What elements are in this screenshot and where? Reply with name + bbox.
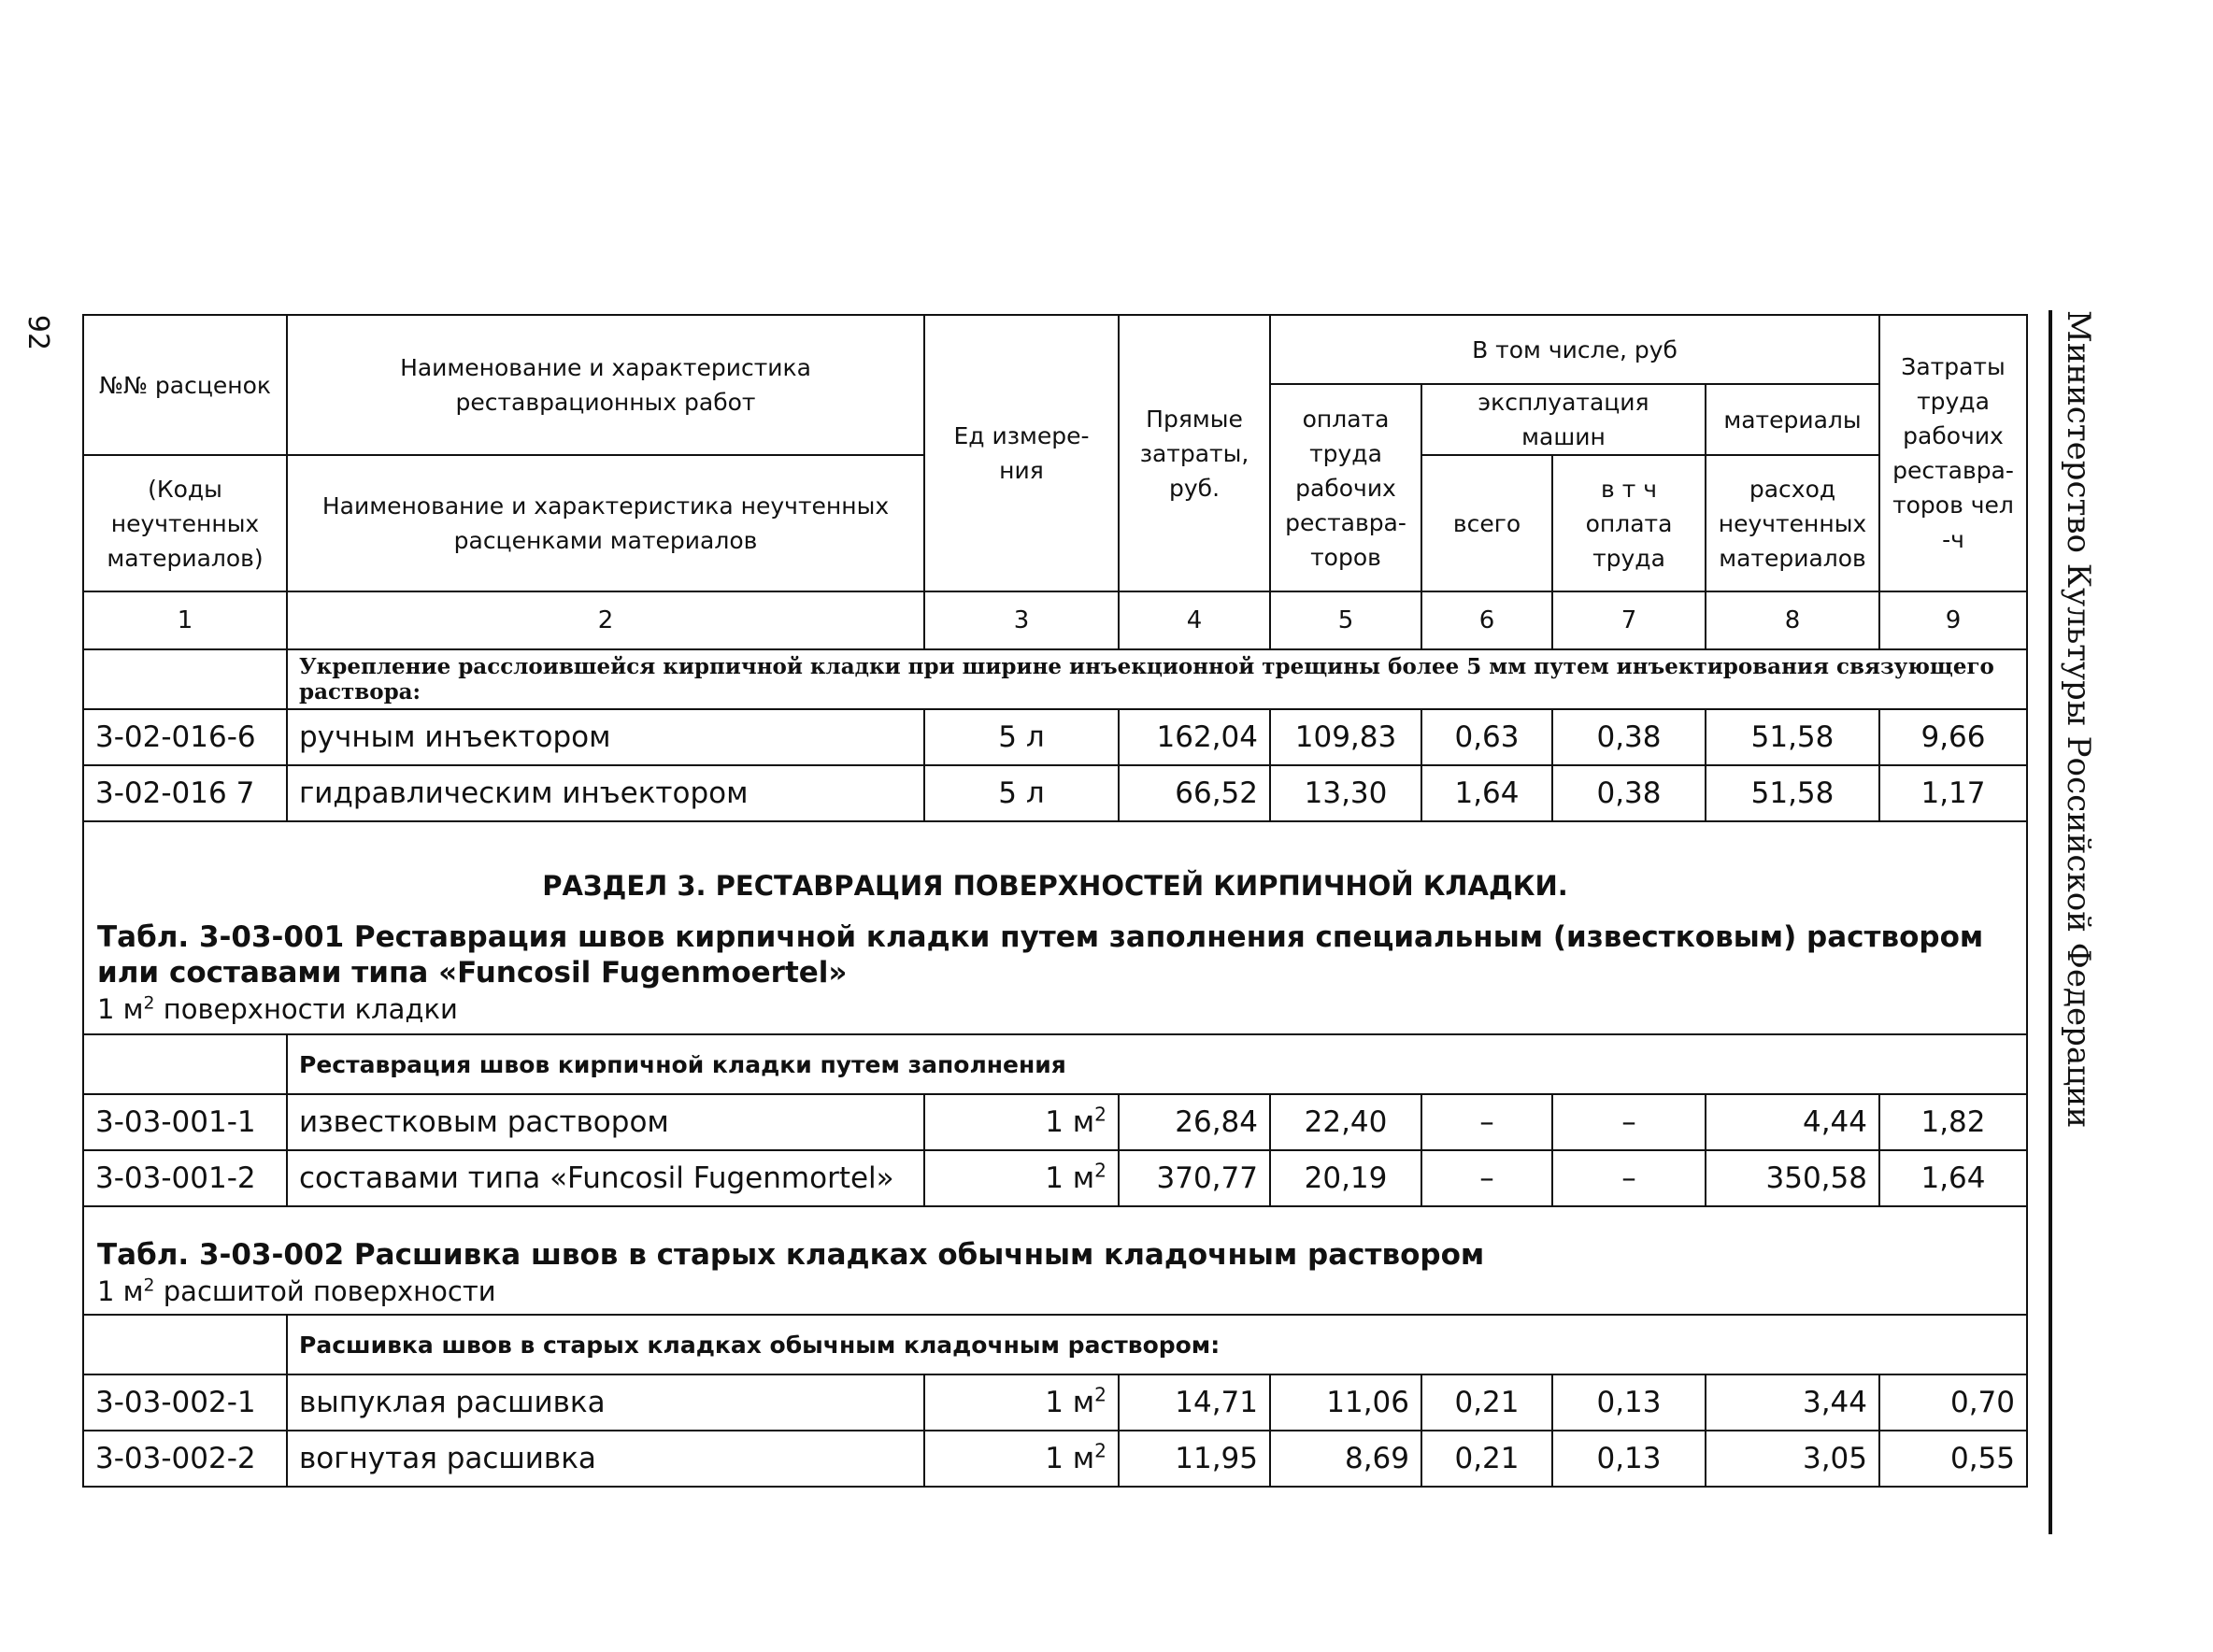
row-mach-total: 0,21 xyxy=(1421,1374,1552,1431)
row-name: гидравлическим инъектором xyxy=(287,765,924,821)
header-labor-hours: Затраты труда рабочих реставра-торов чел -ч xyxy=(1879,315,2027,591)
row-code: 3-02-016-6 xyxy=(83,709,287,765)
table-row xyxy=(83,1094,2027,1150)
row-mach-total: – xyxy=(1421,1150,1552,1206)
row-mach-labor: 0,38 xyxy=(1552,709,1706,765)
header-direct-costs: Прямые затраты, руб. xyxy=(1119,315,1270,591)
table-row xyxy=(83,709,2027,765)
header-row-1 xyxy=(83,315,2027,384)
column-number: 4 xyxy=(1119,591,1270,649)
row-mach-labor: – xyxy=(1552,1150,1706,1206)
row-direct: 26,84 xyxy=(1119,1094,1270,1150)
header-including: В том числе, руб xyxy=(1270,315,1879,384)
group-code-cell xyxy=(83,1034,287,1094)
table-row xyxy=(83,1374,2027,1431)
header-machines: эксплуатация машин xyxy=(1421,384,1706,455)
header-labor-pay: оплата труда рабочих реставра-торов xyxy=(1270,384,1421,591)
section-heading-row xyxy=(83,821,2027,1034)
column-number: 8 xyxy=(1706,591,1879,649)
row-name: составами типа «Funcosil Fugenmortel» xyxy=(287,1150,924,1206)
column-number: 5 xyxy=(1270,591,1421,649)
row-direct: 14,71 xyxy=(1119,1374,1270,1431)
row-unit: 1 $м^2$ xyxy=(924,1431,1119,1487)
row-labor: 8,69 xyxy=(1270,1431,1421,1487)
row-code: 3-03-001-1 xyxy=(83,1094,287,1150)
row-hours: 1,17 xyxy=(1879,765,2027,821)
row-name: выпуклая расшивка xyxy=(287,1374,924,1431)
column-number: 7 xyxy=(1552,591,1706,649)
row-labor: 22,40 xyxy=(1270,1094,1421,1150)
header-codes: №№ расценок xyxy=(83,315,287,455)
running-header xyxy=(2047,310,2103,1129)
row-name: вогнутая расшивка xyxy=(287,1431,924,1487)
page-number: 92 xyxy=(21,314,54,351)
row-direct: 11,95 xyxy=(1119,1431,1270,1487)
table-row xyxy=(83,1150,2027,1206)
row-code: 3-02-016 7 xyxy=(83,765,287,821)
row-hours: 0,55 xyxy=(1879,1431,2027,1487)
row-materials: 4,44 xyxy=(1706,1094,1879,1150)
column-numbers-row xyxy=(83,591,2027,649)
header-unit: Ед измере-ния xyxy=(924,315,1119,591)
running-header-text: Министерство Культуры Российской Федерации xyxy=(2060,310,2097,1129)
group-row xyxy=(83,1315,2027,1374)
row-unit: 5 л xyxy=(924,765,1119,821)
row-hours: 1,82 xyxy=(1879,1094,2027,1150)
rates-table xyxy=(82,314,2028,1488)
row-mach-total: – xyxy=(1421,1094,1552,1150)
row-mach-labor: – xyxy=(1552,1094,1706,1150)
header-work-name: Наименование и характеристика реставрационных работ xyxy=(287,315,924,455)
group-row xyxy=(83,1034,2027,1094)
row-hours: 9,66 xyxy=(1879,709,2027,765)
row-direct: 370,77 xyxy=(1119,1150,1270,1206)
column-number: 3 xyxy=(924,591,1119,649)
group-title: Укрепление расслоившейся кирпичной кладки при ширине инъекционной трещины более 5 мм путем инъектирования связующего раствора: xyxy=(287,649,2027,709)
column-number: 9 xyxy=(1879,591,2027,649)
section-heading xyxy=(83,821,2027,1034)
group-code-cell xyxy=(83,649,287,709)
column-number: 1 xyxy=(83,591,287,649)
row-materials: 51,58 xyxy=(1706,765,1879,821)
group-code-cell xyxy=(83,1315,287,1374)
row-labor: 20,19 xyxy=(1270,1150,1421,1206)
row-materials: 3,44 xyxy=(1706,1374,1879,1431)
row-materials: 3,05 xyxy=(1706,1431,1879,1487)
row-code: 3-03-002-2 xyxy=(83,1431,287,1487)
header-material-name: Наименование и характеристика неучтенных расценками материалов xyxy=(287,455,924,591)
group-row xyxy=(83,649,2027,709)
column-number: 6 xyxy=(1421,591,1552,649)
group-title: Расшивка швов в старых кладках обычным кладочным раствором: xyxy=(287,1315,2027,1374)
row-labor: 109,83 xyxy=(1270,709,1421,765)
row-unit: 1 $м^2$ xyxy=(924,1150,1119,1206)
row-mach-total: 0,63 xyxy=(1421,709,1552,765)
table2-heading-row xyxy=(83,1206,2027,1315)
header-machines-total: всего xyxy=(1421,455,1552,591)
column-number: 2 xyxy=(287,591,924,649)
table-unit: 1 $м^2$ поверхности кладки xyxy=(97,993,458,1025)
table2-heading xyxy=(83,1206,2027,1315)
row-mach-labor: 0,13 xyxy=(1552,1374,1706,1431)
group-title: Реставрация швов кирпичной кладки путем заполнения xyxy=(287,1034,2027,1094)
header-machines-labor: в т ч оплата труда xyxy=(1552,455,1706,591)
row-mach-labor: 0,38 xyxy=(1552,765,1706,821)
table2-unit: 1 $м^2$ расшитой поверхности xyxy=(97,1275,496,1307)
row-labor: 13,30 xyxy=(1270,765,1421,821)
table-row xyxy=(83,765,2027,821)
header-unaccounted-materials: расход неучтенных материалов xyxy=(1706,455,1879,591)
table-title: Табл. 3-03-001 Реставрация швов кирпичной кладки путем заполнения специальным (известковым) раствором или составами типа «Funcosil Fugenmoertel» xyxy=(97,920,1984,990)
row-code: 3-03-001-2 xyxy=(83,1150,287,1206)
row-direct: 162,04 xyxy=(1119,709,1270,765)
row-hours: 0,70 xyxy=(1879,1374,2027,1431)
row-name: известковым раствором xyxy=(287,1094,924,1150)
section-title: РАЗДЕЛ 3. РЕСТАВРАЦИЯ ПОВЕРХНОСТЕЙ КИРПИЧНОЙ КЛАДКИ. xyxy=(542,870,1568,902)
header-materials: материалы xyxy=(1706,384,1879,455)
row-direct: 66,52 xyxy=(1119,765,1270,821)
row-unit: 1 $м^2$ xyxy=(924,1374,1119,1431)
row-name: ручным инъектором xyxy=(287,709,924,765)
row-materials: 350,58 xyxy=(1706,1150,1879,1206)
row-mach-total: 1,64 xyxy=(1421,765,1552,821)
row-mach-total: 0,21 xyxy=(1421,1431,1552,1487)
row-materials: 51,58 xyxy=(1706,709,1879,765)
row-unit: 1 $м^2$ xyxy=(924,1094,1119,1150)
table-row xyxy=(83,1431,2027,1487)
row-mach-labor: 0,13 xyxy=(1552,1431,1706,1487)
table2-title: Табл. 3-03-002 Расшивка швов в старых кладках обычным кладочным раствором xyxy=(97,1238,1485,1272)
row-hours: 1,64 xyxy=(1879,1150,2027,1206)
header-material-codes: (Коды неучтенных материалов) xyxy=(83,455,287,591)
row-labor: 11,06 xyxy=(1270,1374,1421,1431)
row-unit: 5 л xyxy=(924,709,1119,765)
row-code: 3-03-002-1 xyxy=(83,1374,287,1431)
